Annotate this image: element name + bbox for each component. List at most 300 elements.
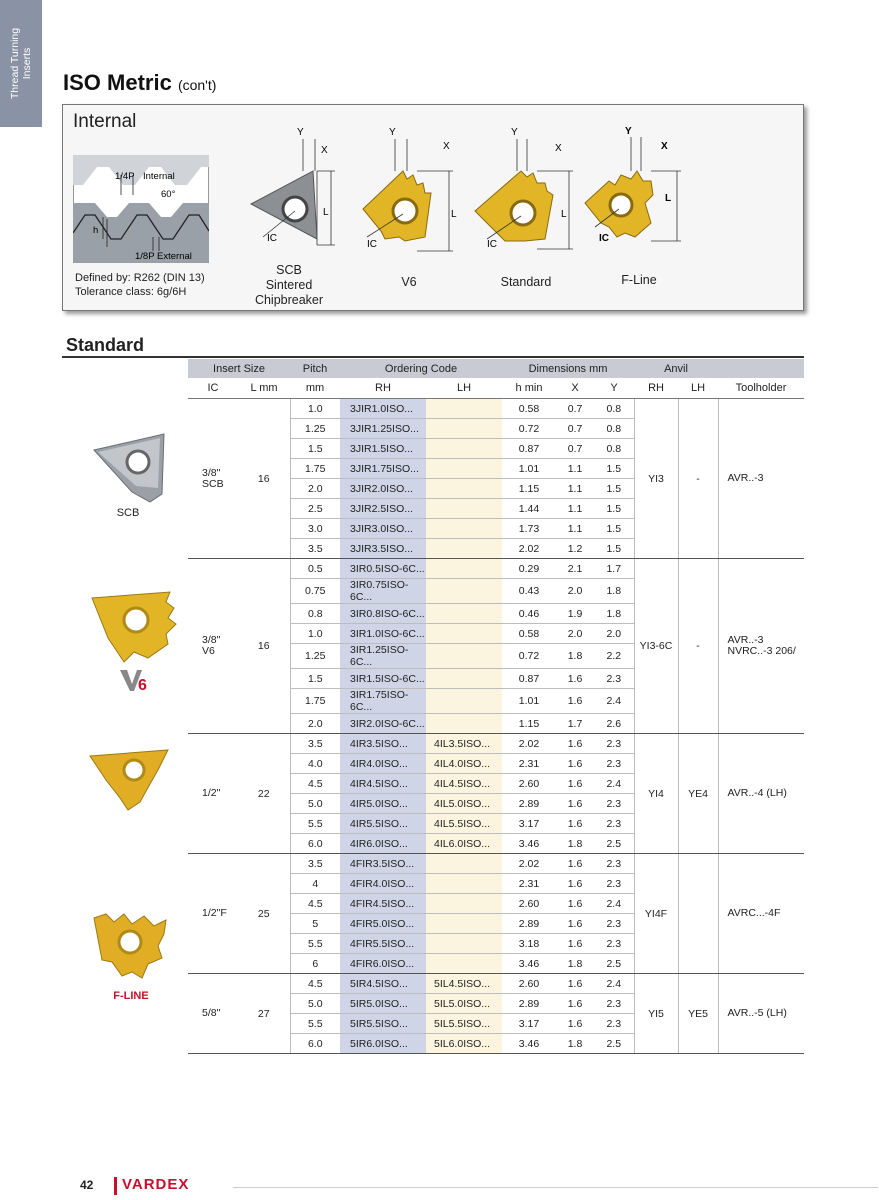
x-cell: 0.7 bbox=[556, 439, 594, 459]
title-sub: (con't) bbox=[177, 77, 217, 93]
standard-insert-label: Standard bbox=[500, 275, 552, 289]
pitch-cell: 4 bbox=[290, 874, 340, 894]
rh-code-cell: 3IR2.0ISO-6C... bbox=[340, 714, 426, 734]
standard-insert-drawing bbox=[465, 119, 585, 254]
toolholder-line1: AVR..-4 (LH) bbox=[727, 787, 787, 799]
pitch-cell: 2.5 bbox=[290, 499, 340, 519]
h-min-cell: 0.87 bbox=[502, 439, 556, 459]
title-main: ISO Metric bbox=[63, 70, 172, 95]
pitch-cell: 0.8 bbox=[290, 604, 340, 624]
toolholder-cell bbox=[718, 399, 804, 559]
fline-y-label: Y bbox=[625, 126, 632, 137]
ic-size: 3/8" bbox=[202, 466, 221, 479]
pitch-cell: 2.0 bbox=[290, 479, 340, 499]
v6-logo-digit: 6 bbox=[138, 677, 147, 692]
x-cell: 1.1 bbox=[556, 519, 594, 539]
pitch-cell: 1.5 bbox=[290, 439, 340, 459]
pitch-cell: 1.25 bbox=[290, 644, 340, 669]
rh-code-cell: 4FIR4.5ISO... bbox=[340, 894, 426, 914]
y-cell: 2.3 bbox=[594, 854, 634, 874]
standard-notes bbox=[75, 271, 205, 299]
y-cell: 1.5 bbox=[594, 499, 634, 519]
y-cell: 2.4 bbox=[594, 774, 634, 794]
th-mm: mm bbox=[290, 378, 340, 399]
x-cell: 1.6 bbox=[556, 914, 594, 934]
lh-code-cell bbox=[426, 604, 502, 624]
h-min-cell: 3.46 bbox=[502, 954, 556, 974]
y-cell: 2.0 bbox=[594, 624, 634, 644]
scb-l-label: L bbox=[323, 207, 329, 218]
lh-code-cell bbox=[426, 499, 502, 519]
l-cell: 16 bbox=[238, 559, 290, 734]
h-min-cell: 0.58 bbox=[502, 624, 556, 644]
h-min-cell: 0.72 bbox=[502, 644, 556, 669]
anvil-lh-cell: - bbox=[678, 399, 718, 559]
lh-code-cell bbox=[426, 689, 502, 714]
th-dimensions: Dimensions mm bbox=[502, 359, 634, 378]
toolholder-line1: AVR..-5 (LH) bbox=[727, 1007, 787, 1019]
fline-insert-photo bbox=[92, 912, 172, 982]
fline-insert-drawing bbox=[581, 119, 691, 254]
pitch-cell: 1.75 bbox=[290, 689, 340, 714]
y-cell: 0.8 bbox=[594, 439, 634, 459]
lh-code-cell: 4IL5.0ISO... bbox=[426, 794, 502, 814]
table-row bbox=[188, 399, 804, 419]
y-cell: 1.8 bbox=[594, 604, 634, 624]
side-tab-line1: Thread Turning bbox=[9, 27, 21, 100]
rh-code-cell: 3JIR1.25ISO... bbox=[340, 419, 426, 439]
y-cell: 1.5 bbox=[594, 459, 634, 479]
lh-code-cell bbox=[426, 669, 502, 689]
pitch-cell: 4.5 bbox=[290, 774, 340, 794]
v6-insert-photo bbox=[88, 588, 180, 668]
h-min-cell: 2.31 bbox=[502, 754, 556, 774]
rh-code-cell: 3IR1.25ISO-6C... bbox=[340, 644, 426, 669]
h-min-cell: 2.02 bbox=[502, 539, 556, 559]
h-min-cell: 2.02 bbox=[502, 734, 556, 754]
toolholder-cell bbox=[718, 974, 804, 1054]
h-min-cell: 0.43 bbox=[502, 579, 556, 604]
diagram-h-label: h bbox=[93, 225, 99, 236]
x-cell: 1.6 bbox=[556, 814, 594, 834]
x-cell: 2.1 bbox=[556, 559, 594, 579]
l-cell: 25 bbox=[238, 854, 290, 974]
x-cell: 1.6 bbox=[556, 669, 594, 689]
pitch-cell: 6.0 bbox=[290, 1034, 340, 1054]
page-number: 42 bbox=[80, 1178, 94, 1192]
h-min-cell: 2.02 bbox=[502, 854, 556, 874]
rh-code-cell: 3IR1.75ISO-6C... bbox=[340, 689, 426, 714]
y-cell: 2.3 bbox=[594, 934, 634, 954]
scb-line1: SCB bbox=[276, 263, 302, 277]
anvil-rh-cell: YI5 bbox=[634, 974, 678, 1054]
lh-code-cell: 5IL4.5ISO... bbox=[426, 974, 502, 994]
th-pitch: Pitch bbox=[290, 359, 340, 378]
pitch-cell: 5.5 bbox=[290, 814, 340, 834]
h-min-cell: 3.46 bbox=[502, 1034, 556, 1054]
rh-code-cell: 4FIR3.5ISO... bbox=[340, 854, 426, 874]
scb-ic-label: IC bbox=[267, 233, 277, 244]
th-h: h min bbox=[502, 378, 556, 399]
lh-code-cell bbox=[426, 399, 502, 419]
toolholder-cell bbox=[718, 854, 804, 974]
y-cell: 2.5 bbox=[594, 954, 634, 974]
pitch-cell: 1.0 bbox=[290, 624, 340, 644]
section-title: Standard bbox=[66, 335, 145, 355]
side-tab-line2: Inserts bbox=[21, 47, 33, 80]
fline-ic-label: IC bbox=[599, 233, 609, 244]
lh-code-cell: 5IL5.5ISO... bbox=[426, 1014, 502, 1034]
v6-y-label: Y bbox=[389, 127, 396, 138]
pitch-cell: 4.0 bbox=[290, 754, 340, 774]
h-min-cell: 1.73 bbox=[502, 519, 556, 539]
lh-code-cell bbox=[426, 519, 502, 539]
internal-title: Internal bbox=[73, 111, 137, 132]
anvil-rh-cell: YI3 bbox=[634, 399, 678, 559]
rh-code-cell: 5IR5.0ISO... bbox=[340, 994, 426, 1014]
h-min-cell: 3.17 bbox=[502, 814, 556, 834]
lh-code-cell: 4IL4.0ISO... bbox=[426, 754, 502, 774]
y-cell: 1.5 bbox=[594, 519, 634, 539]
h-min-cell: 1.15 bbox=[502, 714, 556, 734]
y-cell: 2.4 bbox=[594, 894, 634, 914]
rh-code-cell: 3IR1.0ISO-6C... bbox=[340, 624, 426, 644]
rh-code-cell: 4IR4.5ISO... bbox=[340, 774, 426, 794]
x-cell: 1.8 bbox=[556, 954, 594, 974]
x-cell: 1.6 bbox=[556, 974, 594, 994]
x-cell: 1.1 bbox=[556, 459, 594, 479]
anvil-rh-cell: YI3-6C bbox=[634, 559, 678, 734]
lh-code-cell: 4IL6.0ISO... bbox=[426, 834, 502, 854]
brand-logo: VARDEX bbox=[122, 1176, 190, 1193]
pitch-cell: 5.5 bbox=[290, 1014, 340, 1034]
th-ordering-code: Ordering Code bbox=[340, 359, 502, 378]
h-min-cell: 0.46 bbox=[502, 604, 556, 624]
ic-cell bbox=[188, 854, 238, 974]
pitch-cell: 1.75 bbox=[290, 459, 340, 479]
v6-l-label: L bbox=[451, 209, 457, 220]
th-toolholder: Toolholder bbox=[718, 378, 804, 399]
rh-code-cell: 3JIR2.5ISO... bbox=[340, 499, 426, 519]
lh-code-cell bbox=[426, 479, 502, 499]
rh-code-cell: 3IR0.5ISO-6C... bbox=[340, 559, 426, 579]
pitch-cell: 0.75 bbox=[290, 579, 340, 604]
pitch-cell: 0.5 bbox=[290, 559, 340, 579]
rh-code-cell: 3JIR3.5ISO... bbox=[340, 539, 426, 559]
h-min-cell: 2.31 bbox=[502, 874, 556, 894]
y-cell: 2.3 bbox=[594, 754, 634, 774]
toolholder-line1: AVR..-3 bbox=[727, 634, 764, 646]
y-cell: 2.5 bbox=[594, 834, 634, 854]
table-header-columns bbox=[188, 378, 804, 399]
lh-code-cell bbox=[426, 934, 502, 954]
thread-profile-diagram bbox=[73, 155, 209, 263]
x-cell: 1.9 bbox=[556, 604, 594, 624]
th-blank bbox=[718, 359, 804, 378]
scb-x-label: X bbox=[321, 145, 328, 156]
y-cell: 2.3 bbox=[594, 734, 634, 754]
diagram-internal-label: Internal bbox=[143, 171, 175, 182]
th-ic: IC bbox=[188, 378, 238, 399]
pitch-cell: 3.5 bbox=[290, 539, 340, 559]
scb-insert-drawing bbox=[243, 119, 343, 254]
lh-code-cell: 4IL5.5ISO... bbox=[426, 814, 502, 834]
th-anvil: Anvil bbox=[634, 359, 718, 378]
pitch-cell: 1.25 bbox=[290, 419, 340, 439]
pitch-cell: 3.5 bbox=[290, 854, 340, 874]
h-min-cell: 0.72 bbox=[502, 419, 556, 439]
anvil-lh-cell: - bbox=[678, 559, 718, 734]
th-anvil-rh: RH bbox=[634, 378, 678, 399]
tolerance-class: Tolerance class: 6g/6H bbox=[75, 286, 187, 298]
table-row bbox=[188, 974, 804, 994]
standard-ic-label: IC bbox=[487, 239, 497, 250]
ic-type: V6 bbox=[202, 645, 215, 657]
h-min-cell: 1.44 bbox=[502, 499, 556, 519]
standard-y-label: Y bbox=[511, 127, 518, 138]
th-insert-size: Insert Size bbox=[188, 359, 290, 378]
th-rh: RH bbox=[340, 378, 426, 399]
lh-code-cell bbox=[426, 874, 502, 894]
y-cell: 2.4 bbox=[594, 689, 634, 714]
pitch-cell: 3.0 bbox=[290, 519, 340, 539]
pitch-cell: 6 bbox=[290, 954, 340, 974]
anvil-lh-cell bbox=[678, 854, 718, 974]
lh-code-cell: 5IL5.0ISO... bbox=[426, 994, 502, 1014]
rh-code-cell: 3JIR2.0ISO... bbox=[340, 479, 426, 499]
standard-x-label: X bbox=[555, 143, 562, 154]
y-cell: 2.3 bbox=[594, 794, 634, 814]
rh-code-cell: 4FIR5.5ISO... bbox=[340, 934, 426, 954]
section-divider bbox=[62, 356, 804, 358]
lh-code-cell bbox=[426, 954, 502, 974]
ic-cell bbox=[188, 399, 238, 559]
x-cell: 1.2 bbox=[556, 539, 594, 559]
footer-rule bbox=[233, 1187, 878, 1188]
x-cell: 1.6 bbox=[556, 934, 594, 954]
anvil-lh-cell: YE4 bbox=[678, 734, 718, 854]
scb-photo-caption: SCB bbox=[116, 507, 140, 519]
lh-code-cell bbox=[426, 419, 502, 439]
x-cell: 0.7 bbox=[556, 419, 594, 439]
h-min-cell: 3.46 bbox=[502, 834, 556, 854]
x-cell: 1.8 bbox=[556, 1034, 594, 1054]
lh-code-cell: 5IL6.0ISO... bbox=[426, 1034, 502, 1054]
y-cell: 1.5 bbox=[594, 539, 634, 559]
diagram-quarter-label: 1/4P bbox=[115, 171, 135, 182]
x-cell: 1.6 bbox=[556, 854, 594, 874]
x-cell: 2.0 bbox=[556, 579, 594, 604]
internal-panel bbox=[62, 104, 804, 311]
table-row bbox=[188, 854, 804, 874]
scb-line2: Sintered bbox=[265, 278, 313, 292]
h-min-cell: 2.89 bbox=[502, 914, 556, 934]
x-cell: 1.6 bbox=[556, 774, 594, 794]
pitch-cell: 5.5 bbox=[290, 934, 340, 954]
x-cell: 1.1 bbox=[556, 499, 594, 519]
rh-code-cell: 4IR4.0ISO... bbox=[340, 754, 426, 774]
y-cell: 2.5 bbox=[594, 1034, 634, 1054]
pitch-cell: 3.5 bbox=[290, 734, 340, 754]
lh-code-cell: 4IL3.5ISO... bbox=[426, 734, 502, 754]
y-cell: 2.6 bbox=[594, 714, 634, 734]
y-cell: 2.3 bbox=[594, 874, 634, 894]
fline-insert-label: F-Line bbox=[621, 273, 657, 287]
h-min-cell: 2.89 bbox=[502, 794, 556, 814]
lh-code-cell bbox=[426, 539, 502, 559]
table-row bbox=[188, 559, 804, 579]
pitch-cell: 4.5 bbox=[290, 894, 340, 914]
rh-code-cell: 4IR3.5ISO... bbox=[340, 734, 426, 754]
rh-code-cell: 4IR5.0ISO... bbox=[340, 794, 426, 814]
x-cell: 1.6 bbox=[556, 894, 594, 914]
scb-insert-photo bbox=[92, 432, 172, 507]
rh-code-cell: 5IR4.5ISO... bbox=[340, 974, 426, 994]
rh-code-cell: 3IR0.75ISO-6C... bbox=[340, 579, 426, 604]
x-cell: 1.8 bbox=[556, 644, 594, 669]
h-min-cell: 1.01 bbox=[502, 689, 556, 714]
y-cell: 2.3 bbox=[594, 914, 634, 934]
th-y: Y bbox=[594, 378, 634, 399]
h-min-cell: 2.60 bbox=[502, 974, 556, 994]
rh-code-cell: 4IR6.0ISO... bbox=[340, 834, 426, 854]
h-min-cell: 0.29 bbox=[502, 559, 556, 579]
pitch-cell: 1.0 bbox=[290, 399, 340, 419]
scb-insert-label bbox=[241, 263, 337, 308]
h-min-cell: 3.17 bbox=[502, 1014, 556, 1034]
rh-code-cell: 4IR5.5ISO... bbox=[340, 814, 426, 834]
y-cell: 2.3 bbox=[594, 669, 634, 689]
ic-cell bbox=[188, 559, 238, 734]
rh-code-cell: 3JIR1.5ISO... bbox=[340, 439, 426, 459]
lh-code-cell bbox=[426, 439, 502, 459]
th-l: L mm bbox=[238, 378, 290, 399]
lh-code-cell bbox=[426, 854, 502, 874]
y-cell: 1.7 bbox=[594, 559, 634, 579]
ic-size: 1/2"F bbox=[202, 907, 227, 919]
pitch-cell: 2.0 bbox=[290, 714, 340, 734]
rh-code-cell: 4FIR4.0ISO... bbox=[340, 874, 426, 894]
scb-line3: Chipbreaker bbox=[254, 293, 324, 307]
h-min-cell: 0.58 bbox=[502, 399, 556, 419]
lh-code-cell bbox=[426, 914, 502, 934]
x-cell: 1.8 bbox=[556, 834, 594, 854]
anvil-rh-cell: YI4F bbox=[634, 854, 678, 974]
y-cell: 2.3 bbox=[594, 814, 634, 834]
fline-x-label: X bbox=[661, 141, 668, 152]
lh-code-cell: 4IL4.5ISO... bbox=[426, 774, 502, 794]
toolholder-cell bbox=[718, 734, 804, 854]
toolholder-line2: NVRC..-3 206/ bbox=[727, 645, 796, 657]
anvil-lh-cell: YE5 bbox=[678, 974, 718, 1054]
h-min-cell: 0.87 bbox=[502, 669, 556, 689]
table-header-groups bbox=[188, 359, 804, 378]
x-cell: 2.0 bbox=[556, 624, 594, 644]
diagram-eighth-label: 1/8P External bbox=[135, 251, 192, 262]
v6-logo bbox=[120, 670, 154, 692]
y-cell: 2.4 bbox=[594, 974, 634, 994]
x-cell: 1.6 bbox=[556, 754, 594, 774]
pitch-cell: 6.0 bbox=[290, 834, 340, 854]
pitch-cell: 5.0 bbox=[290, 794, 340, 814]
rh-code-cell: 3JIR1.0ISO... bbox=[340, 399, 426, 419]
y-cell: 1.8 bbox=[594, 579, 634, 604]
rh-code-cell: 3JIR3.0ISO... bbox=[340, 519, 426, 539]
rh-code-cell: 4FIR5.0ISO... bbox=[340, 914, 426, 934]
lh-code-cell bbox=[426, 579, 502, 604]
h-min-cell: 1.01 bbox=[502, 459, 556, 479]
standard-l-label: L bbox=[561, 209, 567, 220]
ic-type: SCB bbox=[202, 477, 224, 490]
defined-by: Defined by: R262 (DIN 13) bbox=[75, 272, 205, 284]
lh-code-cell bbox=[426, 559, 502, 579]
ic-cell bbox=[188, 734, 238, 854]
lh-code-cell bbox=[426, 459, 502, 479]
v6-x-label: X bbox=[443, 141, 450, 152]
lh-code-cell bbox=[426, 894, 502, 914]
h-min-cell: 2.60 bbox=[502, 894, 556, 914]
half-inch-insert-photo bbox=[88, 748, 172, 814]
v6-insert-drawing bbox=[345, 119, 465, 254]
th-lh: LH bbox=[426, 378, 502, 399]
y-cell: 2.2 bbox=[594, 644, 634, 669]
th-anvil-lh: LH bbox=[678, 378, 718, 399]
pitch-cell: 5.0 bbox=[290, 994, 340, 1014]
x-cell: 1.6 bbox=[556, 1014, 594, 1034]
toolholder-line1: AVRC...-4F bbox=[727, 907, 781, 919]
ic-cell bbox=[188, 974, 238, 1054]
rh-code-cell: 3IR0.8ISO-6C... bbox=[340, 604, 426, 624]
x-cell: 1.6 bbox=[556, 734, 594, 754]
y-cell: 0.8 bbox=[594, 419, 634, 439]
y-cell: 2.3 bbox=[594, 1014, 634, 1034]
fline-photo-caption: F-LINE bbox=[113, 990, 149, 1002]
ic-size: 3/8" bbox=[202, 634, 221, 646]
ic-size: 1/2" bbox=[202, 787, 221, 799]
toolholder-cell bbox=[718, 559, 804, 734]
table-row bbox=[188, 734, 804, 754]
scb-y-label: Y bbox=[297, 127, 304, 138]
ordering-table bbox=[188, 359, 804, 1054]
rh-code-cell: 3IR1.5ISO-6C... bbox=[340, 669, 426, 689]
rh-code-cell: 4FIR6.0ISO... bbox=[340, 954, 426, 974]
footer-accent-bar bbox=[114, 1177, 117, 1195]
rh-code-cell: 3JIR1.75ISO... bbox=[340, 459, 426, 479]
x-cell: 1.6 bbox=[556, 874, 594, 894]
fline-l-label: L bbox=[665, 193, 672, 204]
page-title bbox=[63, 70, 216, 96]
x-cell: 1.1 bbox=[556, 479, 594, 499]
h-min-cell: 1.15 bbox=[502, 479, 556, 499]
x-cell: 0.7 bbox=[556, 399, 594, 419]
h-min-cell: 2.60 bbox=[502, 774, 556, 794]
pitch-cell: 4.5 bbox=[290, 974, 340, 994]
y-cell: 0.8 bbox=[594, 399, 634, 419]
side-tab bbox=[0, 0, 42, 127]
lh-code-cell bbox=[426, 714, 502, 734]
l-cell: 22 bbox=[238, 734, 290, 854]
lh-code-cell bbox=[426, 624, 502, 644]
th-x: X bbox=[556, 378, 594, 399]
rh-code-cell: 5IR6.0ISO... bbox=[340, 1034, 426, 1054]
x-cell: 1.6 bbox=[556, 794, 594, 814]
y-cell: 1.5 bbox=[594, 479, 634, 499]
h-min-cell: 2.89 bbox=[502, 994, 556, 1014]
l-cell: 16 bbox=[238, 399, 290, 559]
v6-insert-label: V6 bbox=[401, 275, 417, 289]
h-min-cell: 3.18 bbox=[502, 934, 556, 954]
toolholder-line1: AVR..-3 bbox=[727, 472, 764, 484]
